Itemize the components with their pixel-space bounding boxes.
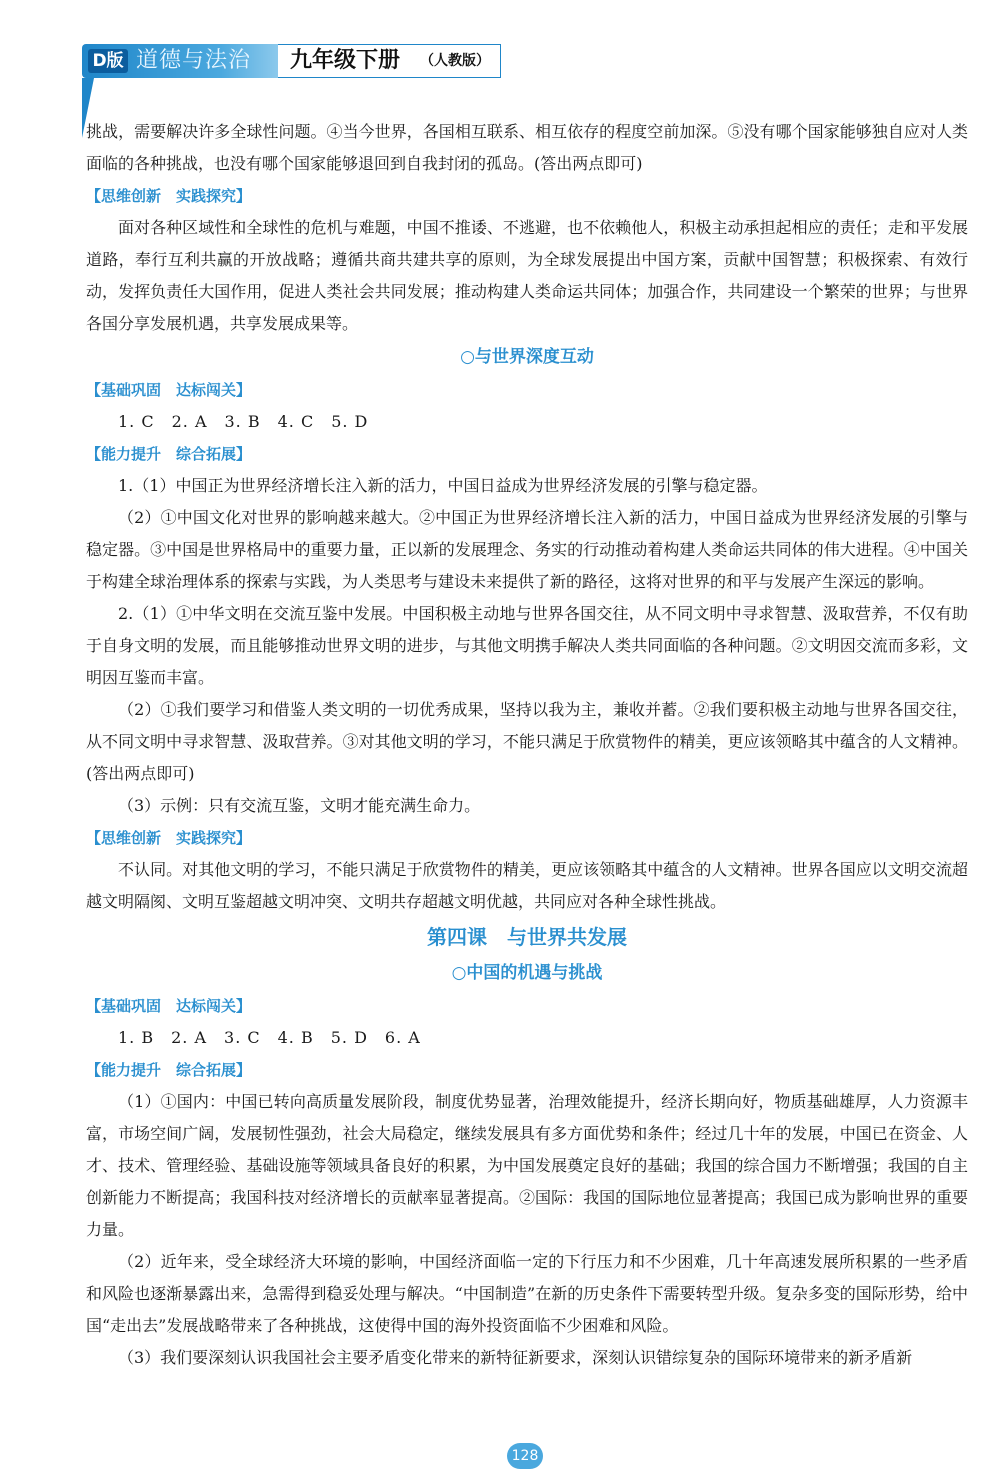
paragraph: （3）示例：只有交流互鉴，文明才能充满生命力。 <box>118 796 481 815</box>
answer-list: 1. B 2. A 3. C 4. B 5. D 6. A <box>118 1028 421 1047</box>
header-grade-box <box>278 44 501 78</box>
section-tag-siwei: 【思维创新 实践探究】 <box>86 829 252 847</box>
paragraph: 面对各种区域性和全球性的危机与难题，中国不推诿、不逃避，也不依赖他人，积极主动承担起相应的责任；走和平发展道路，奉行互利共赢的开放战略；遵循共商共建共享的原则，为全球发展提出中国方案，贡献中国智慧；积极探索、有效行动，发挥负责任大国作用，促进人类社会共同发展；推动构建人类命运共同体；加强合作，共同建设一个繁荣的世界；与世界各国分享发展机遇，共享发展成果等。 <box>86 218 968 333</box>
paragraph: （2）①中国文化对世界的影响越来越大。②中国正为世界经济增长注入新的活力，中国日益成为世界经济发展的引擎与稳定器。③中国是世界格局中的重要力量，正以新的发展理念、务实的行动推动着构建人类命运共同体的伟大进程。④中国关于构建全球治理体系的探索与实践，为人类思考与建设未来提供了新的路径，这将对世界的和平与发展产生深远的影响。 <box>86 508 968 591</box>
grade-title: 九年级下册 <box>290 48 401 73</box>
section-tag-jichu: 【基础巩固 达标闯关】 <box>86 997 252 1015</box>
section-tag-nengli: 【能力提升 综合拓展】 <box>86 1061 252 1079</box>
edition-badge: D版 <box>88 49 128 73</box>
paragraph: 1.（1）中国正为世界经济增长注入新的活力，中国日益成为世界经济发展的引擎与稳定器。 <box>118 476 768 495</box>
paragraph: 不认同。对其他文明的学习，不能只满足于欣赏物件的精美，更应该领略其中蕴含的人文精神。世界各国应以文明交流超越文明隔阂、文明互鉴超越文明冲突、文明共存超越文明优越，共同应对各种全球性挑战。 <box>86 860 968 911</box>
paragraph: 挑战，需要解决许多全球性问题。④当今世界，各国相互联系、相互依存的程度空前加深。⑤没有哪个国家能够独自应对人类面临的各种挑战，也没有哪个国家能够退回到自我封闭的孤岛。(答出两点即可) <box>86 122 968 173</box>
paragraph: （2）近年来，受全球经济大环境的影响，中国经济面临一定的下行压力和不少困难，几十年高速发展所积累的一些矛盾和风险也逐渐暴露出来，急需得到稳妥处理与解决。“中国制造”在新的历史条件下需要转型升级。复杂多变的国际形势，给中国“走出去”发展战略带来了各种挑战，这使得中国的海外投资面临不少困难和风险。 <box>86 1252 968 1335</box>
header-subject-band <box>82 44 278 78</box>
section-tag-jichu: 【基础巩固 达标闯关】 <box>86 381 252 399</box>
edition-label: （人教版） <box>420 53 490 69</box>
lesson-title: 第四课 与世界共发展 <box>427 925 627 949</box>
page-content <box>86 116 968 1374</box>
section-title: ○与世界深度互动 <box>460 347 594 367</box>
paragraph: （2）①我们要学习和借鉴人类文明的一切优秀成果，坚持以我为主，兼收并蓄。②我们要积极主动地与世界各国交往，从不同文明中寻求智慧、汲取营养。③对其他文明的学习，不能只满足于欣赏物件的精美，更应该领略其中蕴含的人文精神。(答出两点即可) <box>86 700 968 783</box>
section-tag-nengli: 【能力提升 综合拓展】 <box>86 445 252 463</box>
page-number: 128 <box>507 1443 543 1469</box>
paragraph: 2.（1）①中华文明在交流互鉴中发展。中国积极主动地与世界各国交往，从不同文明中寻求智慧、汲取营养，不仅有助于自身文明的发展，而且能够推动世界文明的进步，与其他文明携手解决人类共同面临的各种问题。②文明因交流而多彩，文明因互鉴而丰富。 <box>86 604 968 687</box>
subject-title: 道德与法治 <box>136 48 252 73</box>
page-header <box>82 44 500 78</box>
paragraph: （3）我们要深刻认识我国社会主要矛盾变化带来的新特征新要求，深刻认识错综复杂的国际环境带来的新矛盾新 <box>118 1348 913 1367</box>
section-tag-siwei: 【思维创新 实践探究】 <box>86 187 252 205</box>
answer-list: 1. C 2. A 3. B 4. C 5. D <box>118 412 369 431</box>
paragraph: （1）①国内：中国已转向高质量发展阶段，制度优势显著，治理效能提升，经济长期向好，物质基础雄厚，人力资源丰富，市场空间广阔，发展韧性强劲，社会大局稳定，继续发展具有多方面优势和条件；经过几十年的发展，中国已在资金、人才、技术、管理经验、基础设施等领域具备良好的积累，为中国发展奠定良好的基础；我国的综合国力不断增强；我国的自主创新能力不断提高；我国科技对经济增长的贡献率显著提高。②国际：我国的国际地位显著提高；我国已成为影响世界的重要力量。 <box>86 1092 968 1239</box>
section-title: ○中国的机遇与挑战 <box>451 963 603 983</box>
